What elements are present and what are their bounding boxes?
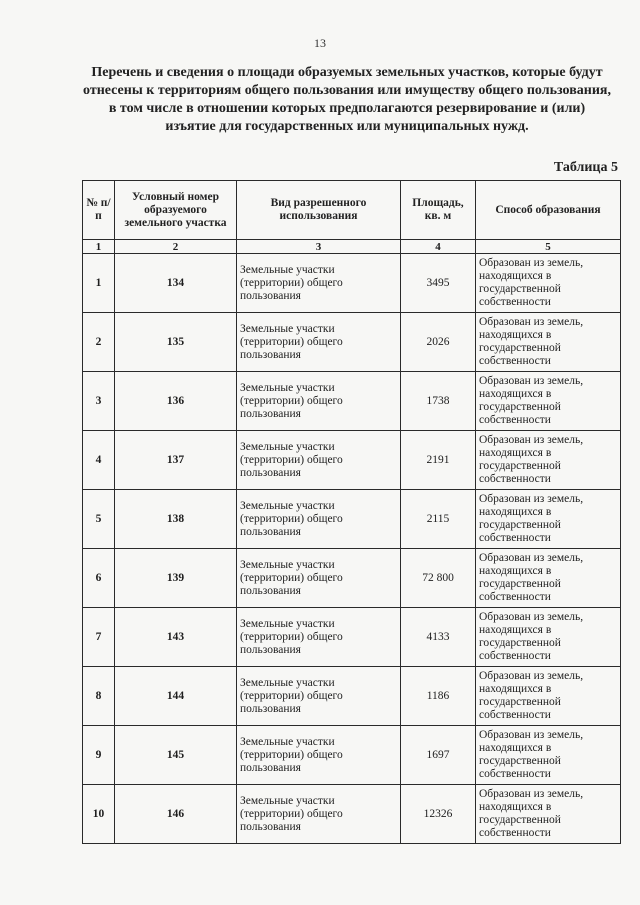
plot-id: 145 — [115, 726, 237, 785]
column-numbering-row — [83, 240, 621, 254]
row-number: 6 — [83, 549, 115, 608]
plot-id: 136 — [115, 372, 237, 431]
plot-area: 1186 — [401, 667, 476, 726]
plot-id: 134 — [115, 254, 237, 313]
table-row — [83, 490, 621, 549]
formation-method: Образован из земель, находящихся в государственной собственности — [476, 313, 621, 372]
plot-id: 143 — [115, 608, 237, 667]
plot-area: 1697 — [401, 726, 476, 785]
row-number: 4 — [83, 431, 115, 490]
formation-method: Образован из земель, находящихся в государственной собственности — [476, 785, 621, 844]
table-header-row — [83, 181, 621, 240]
row-number: 8 — [83, 667, 115, 726]
table-row — [83, 372, 621, 431]
permitted-use: Земельные участки (территории) общего пользования — [237, 372, 401, 431]
column-number: 1 — [83, 240, 115, 254]
header-permitted-use: Вид разрешенного использования — [237, 181, 401, 240]
formation-method: Образован из земель, находящихся в государственной собственности — [476, 431, 621, 490]
plot-id: 137 — [115, 431, 237, 490]
header-num: № п/п — [83, 181, 115, 240]
permitted-use: Земельные участки (территории) общего пользования — [237, 431, 401, 490]
row-number: 9 — [83, 726, 115, 785]
plot-id: 138 — [115, 490, 237, 549]
plot-id: 144 — [115, 667, 237, 726]
header-plot-id: Условный номер образуемого земельного участка — [115, 181, 237, 240]
row-number: 2 — [83, 313, 115, 372]
row-number: 7 — [83, 608, 115, 667]
row-number: 3 — [83, 372, 115, 431]
plot-id: 139 — [115, 549, 237, 608]
plot-area: 72 800 — [401, 549, 476, 608]
table-caption: Таблица 5 — [553, 160, 618, 175]
plot-area: 2026 — [401, 313, 476, 372]
table-row — [83, 785, 621, 844]
row-number: 5 — [83, 490, 115, 549]
plot-id: 135 — [115, 313, 237, 372]
column-number: 4 — [401, 240, 476, 254]
row-number: 1 — [83, 254, 115, 313]
table-row — [83, 726, 621, 785]
column-number: 5 — [476, 240, 621, 254]
header-formation-method: Способ образования — [476, 181, 621, 240]
land-plots-table — [82, 180, 621, 844]
plot-area: 3495 — [401, 254, 476, 313]
formation-method: Образован из земель, находящихся в государственной собственности — [476, 490, 621, 549]
permitted-use: Земельные участки (территории) общего пользования — [237, 313, 401, 372]
plot-area: 12326 — [401, 785, 476, 844]
document-title: Перечень и сведения о площади образуемых земельных участков, которые будут отнесены к территориям общего пользования или имуществу общего пользования, в том числе в отношении которых предполагаются резервирование и (или) изъятие для государственных или муниципальных нужд. — [83, 65, 611, 134]
table-row — [83, 549, 621, 608]
table-row — [83, 608, 621, 667]
header-area: Площадь, кв. м — [401, 181, 476, 240]
formation-method: Образован из земель, находящихся в государственной собственности — [476, 608, 621, 667]
formation-method: Образован из земель, находящихся в государственной собственности — [476, 726, 621, 785]
permitted-use: Земельные участки (территории) общего пользования — [237, 254, 401, 313]
formation-method: Образован из земель, находящихся в государственной собственности — [476, 254, 621, 313]
plot-area: 2191 — [401, 431, 476, 490]
formation-method: Образован из земель, находящихся в государственной собственности — [476, 372, 621, 431]
row-number: 10 — [83, 785, 115, 844]
plot-area: 1738 — [401, 372, 476, 431]
plot-id: 146 — [115, 785, 237, 844]
permitted-use: Земельные участки (территории) общего пользования — [237, 726, 401, 785]
table-row — [83, 667, 621, 726]
permitted-use: Земельные участки (территории) общего пользования — [237, 549, 401, 608]
permitted-use: Земельные участки (территории) общего пользования — [237, 490, 401, 549]
plot-area: 4133 — [401, 608, 476, 667]
permitted-use: Земельные участки (территории) общего пользования — [237, 667, 401, 726]
permitted-use: Земельные участки (территории) общего пользования — [237, 785, 401, 844]
formation-method: Образован из земель, находящихся в государственной собственности — [476, 667, 621, 726]
formation-method: Образован из земель, находящихся в государственной собственности — [476, 549, 621, 608]
page-number: 13 — [314, 36, 326, 50]
column-number: 3 — [237, 240, 401, 254]
table-row — [83, 254, 621, 313]
column-number: 2 — [115, 240, 237, 254]
plot-area: 2115 — [401, 490, 476, 549]
permitted-use: Земельные участки (территории) общего пользования — [237, 608, 401, 667]
table-row — [83, 313, 621, 372]
table-row — [83, 431, 621, 490]
